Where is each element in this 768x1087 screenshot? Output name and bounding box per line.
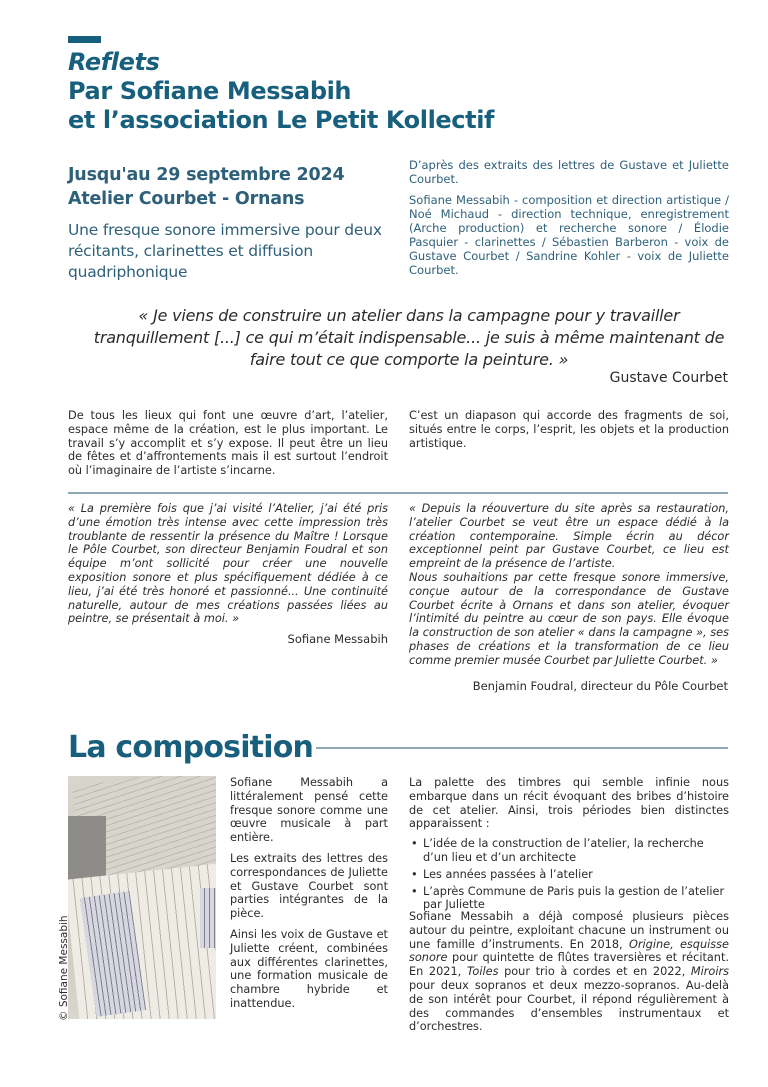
page-title (68, 48, 688, 135)
period-item: • L’après Commune de Paris puis la gestion de l’atelier par Juliette (423, 885, 729, 913)
section-rule (316, 747, 728, 749)
photo-credit: © Sofiane Messabih (58, 915, 70, 1021)
title-line-2: et l’association Le Petit Kollectif (68, 106, 495, 134)
work-title-miroirs: Miroirs (690, 965, 729, 979)
testimonial-foudral-p2: Nous souhaitions par cette fresque sonore immersive, conçue autour de la correspondance de Gustave Courbet écrite à Ornans et dans son atelier, évoquer l’intimité du peintre au cœur de son pays. Elle évoque la construction de son atelier « dans la campagne », ses phases de créations et la transformation de ce lieu comme premier musée Courbet par Juliette Courbet. » (409, 570, 729, 667)
composition-right-intro: La palette des timbres qui semble infinie nous embarque dans un récit évoquant des bribes d’histoire de cet atelier. Ainsi, trois périodes bien distinctes apparaissent : (409, 776, 729, 831)
section-heading-composition: La composition (68, 730, 314, 765)
periods-list (409, 837, 729, 912)
event-info (68, 163, 388, 211)
works-text-3: pour trio à cordes et en 2022, (498, 965, 691, 979)
composition-works (409, 910, 729, 1034)
testimonial-foudral-p1: « Depuis la réouverture du site après sa restauration, l’atelier Courbet se veut être un espace dédié à la création contemporaine. Simple écrin au décor exceptionnel peint par Gustave Courbet, ce lieu est empreint de la présence de l’artiste. (409, 502, 729, 571)
credits-block (409, 158, 729, 284)
score-photo (68, 776, 216, 1019)
intro-right: C’est un diapason qui accorde des fragments de soi, situés entre le corps, l’esprit, les objets et la production artistique. (409, 409, 729, 450)
divider (68, 492, 728, 494)
testimonial-foudral-author: Benjamin Foudral, directeur du Pôle Courbet (472, 679, 728, 693)
work-title-toiles: Toiles (466, 965, 499, 979)
title-line-1: Par Sofiane Messabih (68, 77, 352, 105)
photo-letter-excerpt-2 (200, 888, 216, 948)
testimonial-messabih: « La première fois que j’ai visité l’Atelier, j’ai été pris d’une émotion très intense avec cette impression très troublante de ressentir la présence du Maître ! Lorsque le Pôle Courbet, son directeur Benjamin Foudral et son équipe m’ont sollicité pour créer une nouvelle exposition sonore et plus spécifiquement dédiée à ce lieu, j’ai été très honoré et passionné... Une continuité naturelle, autour de mes créations passées liées au peintre, se présentait à moi. » (68, 502, 388, 626)
credits-team: Sofiane Messabih - composition et direction artistique / Noé Michaud - direction technique, enregistrement (Arche production) et recherche sonore / Élodie Pasquier - clarinettes / Sébastien Barberon - voix de Gustave Courbet / Sandrine Kohler - voix de Juliette Courbet. (409, 193, 729, 277)
work-title-origine: Origine, esquisse sonore (409, 937, 729, 965)
composition-left (230, 776, 388, 1018)
works-text-4: pour deux sopranos et deux mezzo-sopranos. Au-delà de son intérêt pour Courbet, il répond régulièrement à des commandes d’ensembles instrumentaux et d’orchestres. (409, 978, 729, 1034)
credits-source: D’après des extraits des lettres de Gustave et Juliette Courbet. (409, 158, 729, 186)
testimonial-foudral (409, 502, 729, 668)
accent-bar (68, 36, 101, 43)
event-venue: Atelier Courbet - Ornans (68, 189, 305, 209)
works-text-2: pour quintette de flûtes traversières et récitant. En 2021, (409, 951, 729, 979)
event-dates: Jusqu'au 29 septembre 2024 (68, 165, 345, 185)
composition-left-p1: Sofiane Messabih a littéralement pensé cette fresque sonore comme une œuvre musicale à part entière. (230, 776, 388, 845)
period-item: • Les années passées à l’atelier (423, 868, 729, 882)
main-quote: « Je viens de construire un atelier dans la campagne pour y travailler tranquillement [...] ce qui m’était indispensable... je suis à même maintenant de faire tout ce que comporte la peinture. » (93, 306, 725, 369)
main-quote-author: Gustave Courbet (609, 370, 728, 386)
composition-right (409, 776, 729, 920)
composition-left-p3: Ainsi les voix de Gustave et Juliette créent, combinées aux différentes clarinettes, une formation musicale de chambre hybride et inattendue. (230, 927, 388, 1010)
intro-left: De tous les lieux qui font une œuvre d’art, l’atelier, espace même de la création, est le plus important. Le travail s’y accomplit et s’y expose. Il peut être un lieu de fêtes et d’affrontements mais il est surtout l’endroit où l’imaginaire de l’artiste s’incarne. (68, 409, 388, 478)
works-text-1: Sofiane Messabih a déjà composé plusieurs pièces autour du peintre, exploitant chacune un instrument ou une famille d’instruments. En 2018, (409, 910, 729, 951)
series-name: Reflets (68, 48, 160, 76)
testimonial-messabih-author: Sofiane Messabih (287, 632, 388, 646)
composition-left-p2: Les extraits des lettres des correspondances de Juliette et Gustave Courbet sont parties intégrantes de la pièce. (230, 851, 388, 921)
period-item: • L’idée de la construction de l’atelier, la recherche d’un lieu et d’un architecte (423, 837, 729, 865)
event-subtitle: Une fresque sonore immersive pour deux récitants, clarinettes et diffusion quadriphonique (68, 221, 382, 281)
